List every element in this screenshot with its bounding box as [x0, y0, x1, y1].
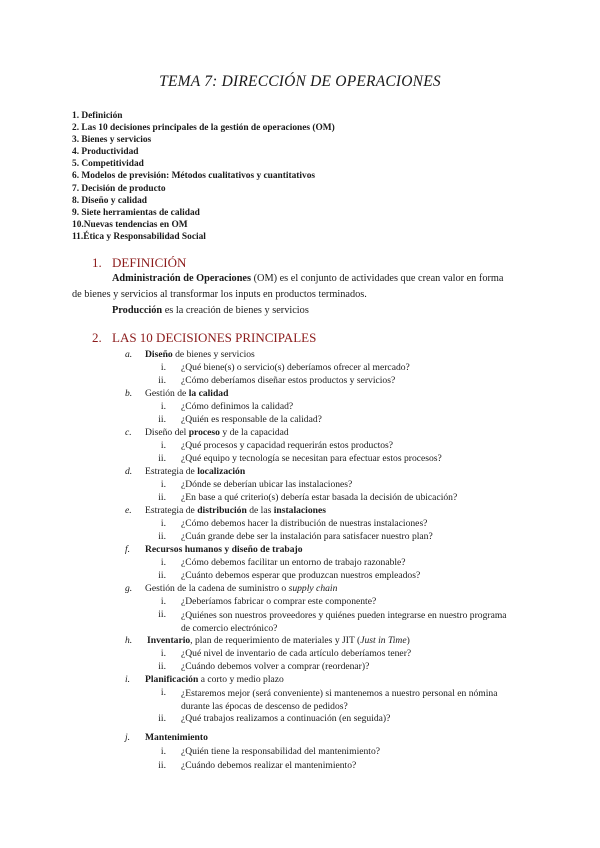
toc-item: 9. Siete herramientas de calidad — [72, 207, 200, 218]
toc-item: 1. Definición — [72, 111, 123, 121]
page-title: TEMA 7: DIRECCIÓN DE OPERACIONES — [159, 73, 441, 90]
section-1-body — [72, 271, 512, 319]
toc-item: 2. Las 10 decisiones principales de la gestión de operaciones (OM) — [72, 123, 335, 134]
toc-item: 6. Modelos de previsión: Métodos cualitativos y cuantitativos — [72, 171, 316, 182]
toc-item: 8. Diseño y calidad — [72, 195, 148, 206]
section-1-heading: 1. DEFINICIÓN — [92, 255, 187, 270]
table-of-contents — [72, 110, 335, 243]
production-paragraph: Producción es la creación de bienes y servicios — [112, 305, 309, 316]
section-2-heading: 2. LAS 10 DECISIONES PRINCIPALES — [92, 330, 317, 345]
toc-item: 5. Competitividad — [72, 159, 144, 170]
toc-item: 4. Productividad — [72, 147, 139, 158]
toc-item: 11.Ética y Responsabilidad Social — [72, 231, 206, 242]
definition-paragraph: Administración de Operaciones (OM) es el conjunto de actividades que crean valor en forma de bienes y servicios al transformar los inputs en productos terminados. — [72, 273, 504, 300]
document-page: TEMA 7: DIRECCIÓN DE OPERACIONES 1. Definición 2. Las 10 decisiones principales de la gestión de operaciones (OM) 3. Bienes y servicios 4. Productividad 5. Competitividad 6. Modelos de previsión: Métodos cualitativos y cuantitativos 7. Decisión de producto 8. Diseño y calidad 9. Siete herramientas de calidad 10.Nuevas tendencias en OM 11.Ética y Responsabilidad Social 1. DEFINICIÓN Administración de Operaciones (OM) es el conjunto de actividades que crean valor en forma de bienes y servicios al transformar los inputs en productos terminados. Producción es la creación de bienes y servicios 2. LAS 10 DECISIONES PRINCIPALES a. Diseño de bienes y servicios i. ¿Qué biene(s) o servicio(s) deberíamos ofrecer al mercado? ii. ¿Cómo deberíamos diseñar estos productos y servicios? b. Gestión de la calidad i. ¿Cómo definimos la calidad? ii. ¿Quién es responsable de la calidad? c. Diseño del proceso y de la capacidad i. ¿Qué procesos y capacidad requerirán estos productos? ii. ¿Qué equipo y tecnología se necesitan para efectuar estos procesos? d. Estrategia de localización i. ¿Dónde se deberían ubicar las instalaciones? ii. ¿En base a qué criterio(s) debería estar basada la decisión de ubicación? e. Estrategia de distribución de las instalaciones i. ¿Cómo debemos hacer la distribución de nuestras instalaciones? ii. ¿Cuán grande debe ser la instalación para satisfacer nuestro plan? f. Recursos humanos y diseño de trabajo i. ¿Cómo debemos facilitar un entorno de trabajo razonable? ii. ¿Cuánto debemos esperar que produzcan nuestros empleados? g. Gestión de la cadena de suministro o supply chain i. ¿Deberíamos fabricar o comprar este componente? ii. ¿Quiénes son nuestros proveedores y quiénes pueden integrarse en nuestro programa de comercio electrónico? h. Inventario, plan de requerimiento de materiales y JIT (Just in Time) i. ¿Qué nivel de inventario de cada artículo deberíamos tener? ii. ¿Cuándo debemos volver a comprar (reordenar)? i. Planificación a corto y medio plazo i. ¿Estaremos mejor (será conveniente) si mantenemos a nuestro personal en nómina durante las épocas de descenso de pedidos? ii. ¿Qué trabajos realizamos a continuación (en seguida)? j. Mantenimiento i. ¿Quién tiene la responsabilidad del mantenimiento? ii. ¿Cuándo debemos realizar el mantenimiento? — [0, 0, 600, 848]
toc-item: 10.Nuevas tendencias en OM — [72, 219, 188, 230]
toc-item: 3. Bienes y servicios — [72, 135, 152, 146]
toc-item: 7. Decisión de producto — [72, 183, 166, 194]
